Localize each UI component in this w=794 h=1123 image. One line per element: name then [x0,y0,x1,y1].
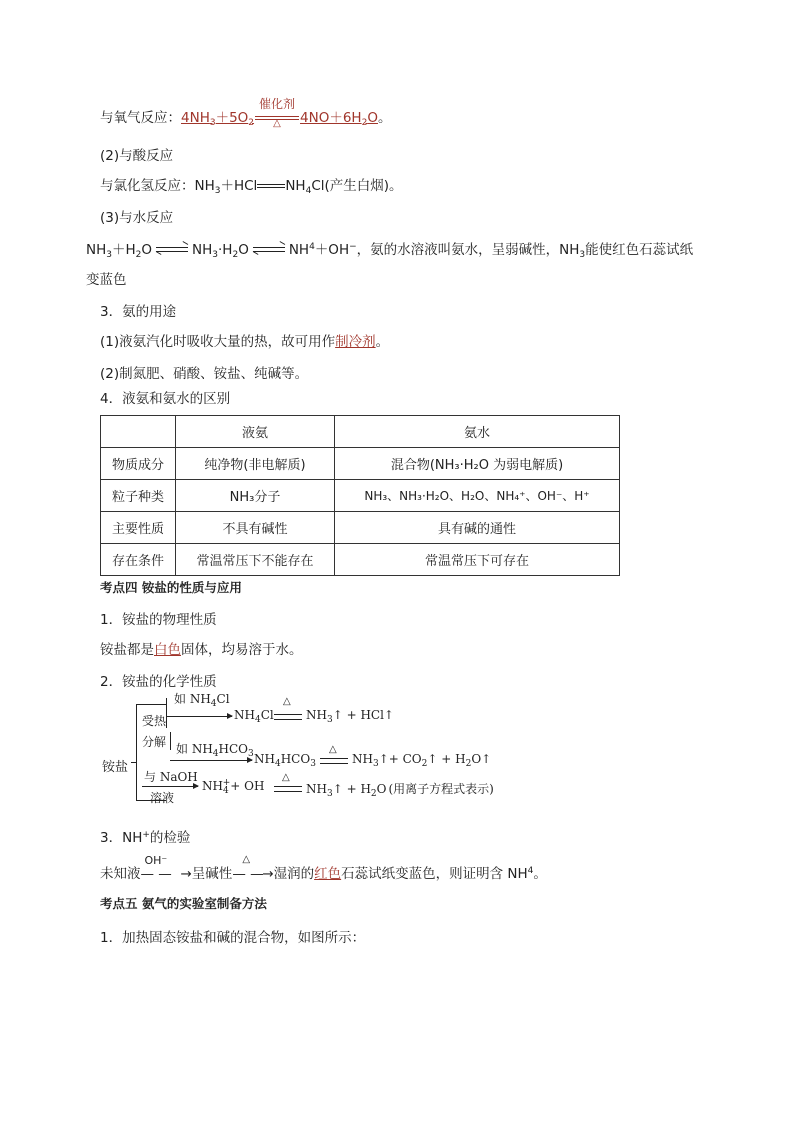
table-row: 主要性质 不具有碱性 具有碱的通性 [101,512,620,544]
oxygen-reaction-label: 与氧气反应： [100,110,181,126]
table-row: 物质成分 纯净物(非电解质) 混合物(NH₃·H₂O 为弱电解质) [101,448,620,480]
oxygen-reaction-line: 与氧气反应：$4NH_3+5O_2$ 催化剂 △ $4NO+6H_2O$。 [100,97,392,129]
use-refrigerant: (1)液氨汽化时吸收大量的热，故可用作制冷剂。 [100,334,390,350]
physical-props-text: 铵盐都是白色固体，均易溶于水。 [100,642,303,658]
oxygen-equation: $4NH_3+5O_2$ [181,110,255,128]
refrigerant-highlight: 制冷剂 [335,334,376,350]
ammonium-test-heading: 3．NH+的检验 [100,830,191,846]
ammonium-salt-diagram: 铵盐 受热 分解 如 $NH_4Cl$ $NH_4Cl$ △ $NH_3↑$ + HCl↑ 如 $NH_4HCO_3$ $NH_4HCO_3$ △ $NH_3↑+$ $CO_2↑$ + $H_2O↑$ 与 NaOH 溶液 $NH_4^++$ OH △ $NH_3↑ + H_2O$ (用离子方程式表示) [102,692,494,805]
hcl-reaction-line: 与氯化氢反应：$NH_3+HCl$ $NH_4Cl$(产生白烟)。 [100,178,403,196]
water-reaction-line: $NH_3+H_2O$ $NH_3\cdot H_2O$ $NH^4+OH^-$，氨的水溶液叫氨水，呈弱碱性，$NH_3$能使红色石蕊试纸 [86,242,694,260]
lab-prep-method: 1．加热固态铵盐和碱的混合物，如图所示： [100,930,366,946]
water-reaction-heading: (3)与水反应 [100,210,174,226]
chemical-props-heading: 2．铵盐的化学性质 [100,674,217,690]
water-reaction-cont: 变蓝色 [86,272,127,288]
comparison-table [100,415,620,576]
diagram-root-label: 铵盐 [102,760,129,775]
white-highlight: 白色 [154,642,181,658]
use-fertilizer: (2)制氮肥、硝酸、铵盐、纯碱等。 [100,366,309,382]
ammonium-test-line: 未知液 OH⁻ — — →呈碱性 △ — —→湿润的红色石蕊试纸变蓝色，则证明含 $NH^4$。 [100,854,547,882]
table-row: 粒子种类 NH₃分子 NH₃、NH₃·H₂O、H₂O、NH₄⁺、OH⁻、H⁺ [101,480,620,512]
acid-reaction-heading: (2)与酸反应 [100,148,174,164]
section-four-heading: 考点四 铵盐的性质与应用 [100,580,242,595]
red-highlight: 红色 [314,866,342,882]
physical-props-heading: 1．铵盐的物理性质 [100,612,217,628]
catalyst-condition: 催化剂 △ [255,109,299,127]
table-row: 存在条件 常温常压下不能存在 常温常压下可存在 [101,544,620,576]
table-header-row: 液氨 氨水 [101,416,620,448]
oxygen-equation-rhs: $4NO+6H_2O$ [300,110,378,128]
difference-heading: 4．液氨和氨水的区别 [100,391,231,407]
uses-heading: 3．氨的用途 [100,304,177,320]
section-five-heading: 考点五 氨气的实验室制备方法 [100,896,267,911]
